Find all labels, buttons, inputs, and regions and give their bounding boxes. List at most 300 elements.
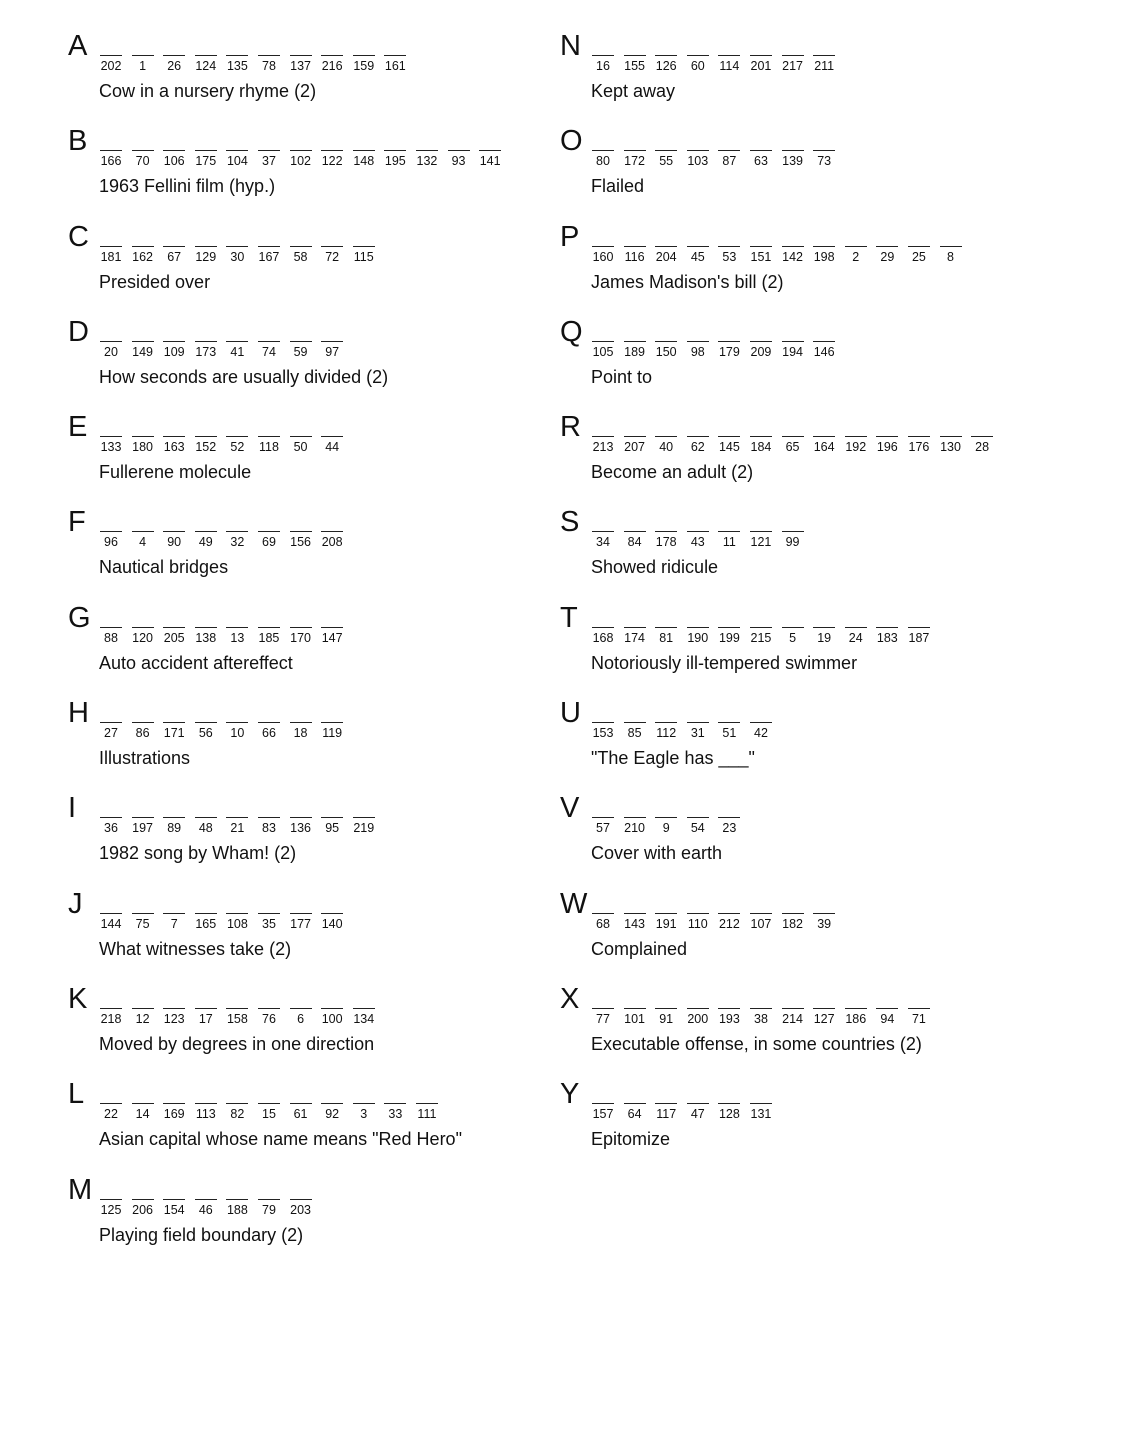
clue-letter: S: [560, 506, 580, 539]
answer-blank[interactable]: 124: [195, 55, 217, 73]
answer-blank[interactable]: 89: [163, 817, 185, 835]
answer-blank[interactable]: 18: [290, 722, 312, 740]
clue-v: [560, 790, 1060, 885]
answer-blank[interactable]: 103: [687, 150, 709, 168]
clue-text: What witnesses take (2): [99, 938, 292, 959]
answer-blank[interactable]: 186: [845, 1008, 867, 1026]
answer-blank[interactable]: 126: [655, 55, 677, 73]
answer-blank[interactable]: 96: [100, 531, 122, 549]
answer-blank[interactable]: 5: [782, 627, 804, 645]
answer-blank[interactable]: 113: [195, 1103, 217, 1121]
answer-blank[interactable]: 85: [624, 722, 646, 740]
clue-d: [68, 314, 538, 409]
answer-blank[interactable]: 50: [290, 436, 312, 454]
answer-blank[interactable]: 183: [876, 627, 898, 645]
answer-blank[interactable]: 120: [132, 627, 154, 645]
answer-blank[interactable]: 97: [321, 341, 343, 359]
clue-text: Cover with earth: [591, 843, 723, 864]
answer-blanks: [100, 436, 343, 454]
answer-blank[interactable]: 82: [226, 1103, 248, 1121]
answer-blank[interactable]: 57: [592, 817, 614, 835]
answer-blanks: [592, 436, 993, 454]
answer-blank[interactable]: 104: [226, 150, 248, 168]
clue-letter: B: [68, 125, 88, 158]
answer-blank[interactable]: 114: [718, 55, 740, 73]
clue-letter: X: [560, 982, 580, 1015]
clue-o: [560, 123, 1060, 218]
answer-blank[interactable]: 21: [226, 817, 248, 835]
clue-t: [560, 600, 1060, 695]
answer-blank[interactable]: 170: [290, 627, 312, 645]
answer-blank[interactable]: 110: [687, 913, 709, 931]
right-clue-column: [560, 28, 1060, 1172]
answer-blank[interactable]: 174: [624, 627, 646, 645]
answer-blanks: [592, 722, 772, 740]
clue-text: "The Eagle has ___": [591, 748, 755, 769]
clue-g: [68, 600, 538, 695]
answer-blank[interactable]: 188: [226, 1199, 248, 1217]
answer-blank[interactable]: 1: [132, 55, 154, 73]
answer-blank[interactable]: 3: [353, 1103, 375, 1121]
answer-blank[interactable]: 117: [655, 1103, 677, 1121]
answer-blank[interactable]: 181: [100, 246, 122, 264]
answer-blank[interactable]: 66: [258, 722, 280, 740]
answer-blank[interactable]: 179: [718, 341, 740, 359]
answer-blank[interactable]: 185: [258, 627, 280, 645]
clue-i: [68, 790, 538, 885]
answer-blank[interactable]: 142: [782, 246, 804, 264]
answer-blank[interactable]: 116: [624, 246, 646, 264]
answer-blank[interactable]: 32: [226, 531, 248, 549]
answer-blank[interactable]: 128: [718, 1103, 740, 1121]
answer-blank[interactable]: 218: [100, 1008, 122, 1026]
answer-blank[interactable]: 99: [782, 531, 804, 549]
answer-blank[interactable]: 61: [290, 1103, 312, 1121]
answer-blank[interactable]: 212: [718, 913, 740, 931]
answer-blank[interactable]: 53: [718, 246, 740, 264]
clue-text: James Madison's bill (2): [591, 271, 784, 292]
clue-letter: W: [560, 887, 588, 920]
answer-blank[interactable]: 95: [321, 817, 343, 835]
answer-blank[interactable]: 123: [163, 1008, 185, 1026]
answer-blank[interactable]: 94: [876, 1008, 898, 1026]
answer-blank[interactable]: 56: [195, 722, 217, 740]
answer-blank[interactable]: 67: [163, 246, 185, 264]
clue-y: [560, 1076, 1060, 1171]
answer-blank[interactable]: 172: [624, 150, 646, 168]
answer-blank[interactable]: 205: [163, 627, 185, 645]
answer-blank[interactable]: 40: [655, 436, 677, 454]
answer-blank[interactable]: 193: [718, 1008, 740, 1026]
answer-blanks: [592, 1103, 772, 1121]
clue-text: Moved by degrees in one direction: [99, 1033, 375, 1054]
answer-blank[interactable]: 71: [908, 1008, 930, 1026]
answer-blank[interactable]: 207: [624, 436, 646, 454]
answer-blank[interactable]: 147: [321, 627, 343, 645]
answer-blank[interactable]: 167: [258, 246, 280, 264]
answer-blank[interactable]: 63: [750, 150, 772, 168]
answer-blank[interactable]: 23: [718, 817, 740, 835]
answer-blank[interactable]: 25: [908, 246, 930, 264]
answer-blank[interactable]: 148: [353, 150, 375, 168]
answer-blank[interactable]: 47: [687, 1103, 709, 1121]
answer-blanks: [592, 531, 804, 549]
clue-text: Cow in a nursery rhyme (2): [99, 81, 317, 101]
answer-blank[interactable]: 46: [195, 1199, 217, 1217]
clue-u: [560, 695, 1060, 790]
answer-blank[interactable]: 141: [479, 150, 501, 168]
answer-blank[interactable]: 159: [353, 55, 375, 73]
clue-letter: G: [68, 601, 91, 634]
answer-blank[interactable]: 151: [750, 246, 772, 264]
answer-blank[interactable]: 91: [655, 1008, 677, 1026]
answer-blank[interactable]: 52: [226, 436, 248, 454]
answer-blank[interactable]: 78: [258, 55, 280, 73]
answer-blank[interactable]: 15: [258, 1103, 280, 1121]
answer-blank[interactable]: 8: [940, 246, 962, 264]
answer-blank[interactable]: 133: [100, 436, 122, 454]
answer-blank[interactable]: 107: [750, 913, 772, 931]
answer-blank[interactable]: 209: [750, 341, 772, 359]
answer-blank[interactable]: 98: [687, 341, 709, 359]
answer-blank[interactable]: 200: [687, 1008, 709, 1026]
clue-e: [68, 409, 538, 504]
answer-blank[interactable]: 74: [258, 341, 280, 359]
answer-blank[interactable]: 73: [813, 150, 835, 168]
answer-blank[interactable]: 178: [655, 531, 677, 549]
answer-blank[interactable]: 45: [687, 246, 709, 264]
answer-blank[interactable]: 208: [321, 531, 343, 549]
answer-blank[interactable]: 75: [132, 913, 154, 931]
clue-c: [68, 219, 538, 314]
clue-letter: H: [68, 697, 89, 730]
answer-blank[interactable]: 22: [100, 1103, 122, 1121]
answer-blank[interactable]: 19: [813, 627, 835, 645]
answer-blank[interactable]: 189: [624, 341, 646, 359]
answer-blank[interactable]: 42: [750, 722, 772, 740]
clue-letter: C: [68, 220, 89, 253]
answer-blank[interactable]: 26: [163, 55, 185, 73]
answer-blank[interactable]: 121: [750, 531, 772, 549]
clue-text: Asian capital whose name means "Red Hero": [99, 1129, 462, 1150]
answer-blanks: [100, 1103, 438, 1121]
answer-blank[interactable]: 125: [100, 1199, 122, 1217]
clue-m: [68, 1172, 538, 1267]
answer-blank[interactable]: 216: [321, 55, 343, 73]
answer-blank[interactable]: 146: [813, 341, 835, 359]
answer-blank[interactable]: 51: [718, 722, 740, 740]
answer-blanks: [592, 55, 835, 73]
answer-blank[interactable]: 197: [132, 817, 154, 835]
answer-blank[interactable]: 13: [226, 627, 248, 645]
answer-blank[interactable]: 137: [290, 55, 312, 73]
answer-blank[interactable]: 31: [687, 722, 709, 740]
answer-blanks: [100, 150, 501, 168]
answer-blank[interactable]: 108: [226, 913, 248, 931]
answer-blanks: [100, 531, 343, 549]
answer-blank[interactable]: 196: [876, 436, 898, 454]
answer-blank[interactable]: 198: [813, 246, 835, 264]
clue-text: How seconds are usually divided (2): [99, 366, 389, 387]
clue-text: Showed ridicule: [591, 557, 719, 578]
answer-blank[interactable]: 135: [226, 55, 248, 73]
answer-blank[interactable]: 17: [195, 1008, 217, 1026]
answer-blanks: [592, 150, 835, 168]
answer-blank[interactable]: 213: [592, 436, 614, 454]
answer-blank[interactable]: 54: [687, 817, 709, 835]
answer-blanks: [592, 817, 740, 835]
clue-text: Illustrations: [99, 748, 191, 769]
answer-blank[interactable]: 139: [782, 150, 804, 168]
answer-blank[interactable]: 4: [132, 531, 154, 549]
answer-blank[interactable]: 211: [813, 55, 835, 73]
answer-blank[interactable]: 217: [782, 55, 804, 73]
answer-blank[interactable]: 192: [845, 436, 867, 454]
answer-blank[interactable]: 106: [163, 150, 185, 168]
answer-blank[interactable]: 166: [100, 150, 122, 168]
answer-blank[interactable]: 55: [655, 150, 677, 168]
clue-letter: M: [68, 1173, 93, 1206]
answer-blank[interactable]: 127: [813, 1008, 835, 1026]
answer-blank[interactable]: 58: [290, 246, 312, 264]
answer-blank[interactable]: 68: [592, 913, 614, 931]
answer-blank[interactable]: 43: [687, 531, 709, 549]
answer-blank[interactable]: 30: [226, 246, 248, 264]
clue-x: [560, 981, 1060, 1076]
answer-blank[interactable]: 203: [290, 1199, 312, 1217]
clue-letter: A: [68, 30, 88, 62]
answer-blank[interactable]: 87: [718, 150, 740, 168]
clue-text: Flailed: [591, 176, 645, 197]
clue-letter: O: [560, 125, 583, 158]
answer-blank[interactable]: 93: [448, 150, 470, 168]
answer-blank[interactable]: 27: [100, 722, 122, 740]
answer-blank[interactable]: 160: [592, 246, 614, 264]
answer-blank[interactable]: 80: [592, 150, 614, 168]
answer-blank[interactable]: 102: [290, 150, 312, 168]
clue-j: [68, 886, 538, 981]
answer-blank[interactable]: 140: [321, 913, 343, 931]
answer-blank[interactable]: 64: [624, 1103, 646, 1121]
clue-a: [68, 28, 538, 123]
answer-blank[interactable]: 118: [258, 436, 280, 454]
answer-blank[interactable]: 111: [416, 1103, 438, 1121]
answer-blank[interactable]: 161: [384, 55, 406, 73]
answer-blank[interactable]: 115: [353, 246, 375, 264]
answer-blank[interactable]: 154: [163, 1199, 185, 1217]
answer-blank[interactable]: 112: [655, 722, 677, 740]
answer-blank[interactable]: 219: [353, 817, 375, 835]
answer-blank[interactable]: 132: [416, 150, 438, 168]
clue-letter: N: [560, 30, 581, 62]
answer-blank[interactable]: 176: [908, 436, 930, 454]
answer-blank[interactable]: 157: [592, 1103, 614, 1121]
clue-text: Epitomize: [591, 1129, 671, 1150]
answer-blank[interactable]: 190: [687, 627, 709, 645]
answer-blank[interactable]: 72: [321, 246, 343, 264]
answer-blank[interactable]: 65: [782, 436, 804, 454]
answer-blank[interactable]: 79: [258, 1199, 280, 1217]
answer-blank[interactable]: 70: [132, 150, 154, 168]
clue-letter: E: [68, 411, 88, 444]
answer-blank[interactable]: 191: [655, 913, 677, 931]
answer-blank[interactable]: 105: [592, 341, 614, 359]
answer-blank[interactable]: 169: [163, 1103, 185, 1121]
answer-blank[interactable]: 163: [163, 436, 185, 454]
clue-p: [560, 219, 1060, 314]
answer-blank[interactable]: 152: [195, 436, 217, 454]
answer-blank[interactable]: 119: [321, 722, 343, 740]
answer-blank[interactable]: 199: [718, 627, 740, 645]
answer-blank[interactable]: 158: [226, 1008, 248, 1026]
answer-blanks: [100, 341, 343, 359]
answer-blank[interactable]: 138: [195, 627, 217, 645]
answer-blank[interactable]: 9: [655, 817, 677, 835]
answer-blank[interactable]: 81: [655, 627, 677, 645]
answer-blank[interactable]: 195: [384, 150, 406, 168]
answer-blank[interactable]: 149: [132, 341, 154, 359]
answer-blank[interactable]: 29: [876, 246, 898, 264]
clue-text: Nautical bridges: [99, 557, 229, 578]
answer-blank[interactable]: 130: [940, 436, 962, 454]
answer-blank[interactable]: 101: [624, 1008, 646, 1026]
answer-blank[interactable]: 12: [132, 1008, 154, 1026]
answer-blank[interactable]: 136: [290, 817, 312, 835]
answer-blank[interactable]: 28: [971, 436, 993, 454]
answer-blanks: [100, 627, 343, 645]
answer-blank[interactable]: 35: [258, 913, 280, 931]
answer-blank[interactable]: 145: [718, 436, 740, 454]
answer-blank[interactable]: 76: [258, 1008, 280, 1026]
answer-blank[interactable]: 77: [592, 1008, 614, 1026]
clue-b: [68, 123, 538, 218]
answer-blanks: [100, 913, 343, 931]
clue-letter: D: [68, 315, 89, 348]
answer-blank[interactable]: 41: [226, 341, 248, 359]
clue-letter: F: [68, 506, 86, 539]
answer-blank[interactable]: 16: [592, 55, 614, 73]
answer-blank[interactable]: 33: [384, 1103, 406, 1121]
answer-blank[interactable]: 11: [718, 531, 740, 549]
answer-blank[interactable]: 177: [290, 913, 312, 931]
answer-blank[interactable]: 165: [195, 913, 217, 931]
answer-blanks: [592, 341, 835, 359]
answer-blank[interactable]: 144: [100, 913, 122, 931]
answer-blank[interactable]: 143: [624, 913, 646, 931]
answer-blank[interactable]: 109: [163, 341, 185, 359]
answer-blank[interactable]: 6: [290, 1008, 312, 1026]
answer-blank[interactable]: 88: [100, 627, 122, 645]
answer-blank[interactable]: 60: [687, 55, 709, 73]
answer-blank[interactable]: 150: [655, 341, 677, 359]
answer-blank[interactable]: 84: [624, 531, 646, 549]
answer-blanks: [100, 55, 406, 73]
answer-blank[interactable]: 134: [353, 1008, 375, 1026]
answer-blank[interactable]: 14: [132, 1103, 154, 1121]
clue-letter: P: [560, 220, 580, 253]
clue-letter: V: [560, 792, 580, 825]
clue-r: [560, 409, 1060, 504]
clue-letter: Q: [560, 315, 583, 348]
answer-blank[interactable]: 202: [100, 55, 122, 73]
answer-blank[interactable]: 171: [163, 722, 185, 740]
answer-blank[interactable]: 24: [845, 627, 867, 645]
answer-blank[interactable]: 173: [195, 341, 217, 359]
answer-blank[interactable]: 175: [195, 150, 217, 168]
answer-blank[interactable]: 168: [592, 627, 614, 645]
answer-blank[interactable]: 129: [195, 246, 217, 264]
answer-blank[interactable]: 180: [132, 436, 154, 454]
answer-blanks: [592, 627, 930, 645]
answer-blank[interactable]: 86: [132, 722, 154, 740]
answer-blank[interactable]: 155: [624, 55, 646, 73]
answer-blank[interactable]: 48: [195, 817, 217, 835]
answer-blank[interactable]: 10: [226, 722, 248, 740]
answer-blank[interactable]: 100: [321, 1008, 343, 1026]
answer-blanks: [592, 913, 835, 931]
answer-blank[interactable]: 92: [321, 1103, 343, 1121]
answer-blank[interactable]: 184: [750, 436, 772, 454]
answer-blank[interactable]: 215: [750, 627, 772, 645]
answer-blank[interactable]: 156: [290, 531, 312, 549]
clue-q: [560, 314, 1060, 409]
answer-blank[interactable]: 214: [782, 1008, 804, 1026]
answer-blanks: [100, 722, 343, 740]
answer-blank[interactable]: 210: [624, 817, 646, 835]
answer-blank[interactable]: 131: [750, 1103, 772, 1121]
clue-f: [68, 504, 538, 599]
answer-blank[interactable]: 164: [813, 436, 835, 454]
clue-text: Complained: [591, 938, 688, 959]
answer-blank[interactable]: 162: [132, 246, 154, 264]
answer-blanks: [100, 1008, 375, 1026]
answer-blank[interactable]: 194: [782, 341, 804, 359]
answer-blank[interactable]: 201: [750, 55, 772, 73]
answer-blank[interactable]: 38: [750, 1008, 772, 1026]
answer-blank[interactable]: 206: [132, 1199, 154, 1217]
answer-blank[interactable]: 122: [321, 150, 343, 168]
answer-blank[interactable]: 34: [592, 531, 614, 549]
answer-blanks: [592, 246, 962, 264]
answer-blanks: [592, 1008, 930, 1026]
answer-blanks: [100, 1199, 312, 1217]
answer-blank[interactable]: 90: [163, 531, 185, 549]
answer-blank[interactable]: 69: [258, 531, 280, 549]
answer-blank[interactable]: 62: [687, 436, 709, 454]
answer-blank[interactable]: 20: [100, 341, 122, 359]
answer-blank[interactable]: 36: [100, 817, 122, 835]
answer-blank[interactable]: 2: [845, 246, 867, 264]
answer-blank[interactable]: 44: [321, 436, 343, 454]
clue-l: [68, 1076, 538, 1171]
answer-blank[interactable]: 39: [813, 913, 835, 931]
answer-blank[interactable]: 37: [258, 150, 280, 168]
answer-blank[interactable]: 83: [258, 817, 280, 835]
clue-text: Point to: [591, 366, 653, 387]
answer-blank[interactable]: 7: [163, 913, 185, 931]
answer-blank[interactable]: 187: [908, 627, 930, 645]
answer-blank[interactable]: 49: [195, 531, 217, 549]
answer-blank[interactable]: 182: [782, 913, 804, 931]
answer-blank[interactable]: 204: [655, 246, 677, 264]
clue-h: [68, 695, 538, 790]
clue-s: [560, 504, 1060, 599]
answer-blank[interactable]: 59: [290, 341, 312, 359]
clue-letter: K: [68, 982, 88, 1015]
clue-letter: J: [68, 887, 83, 920]
answer-blank[interactable]: 153: [592, 722, 614, 740]
clue-text: Become an adult (2): [591, 462, 754, 483]
